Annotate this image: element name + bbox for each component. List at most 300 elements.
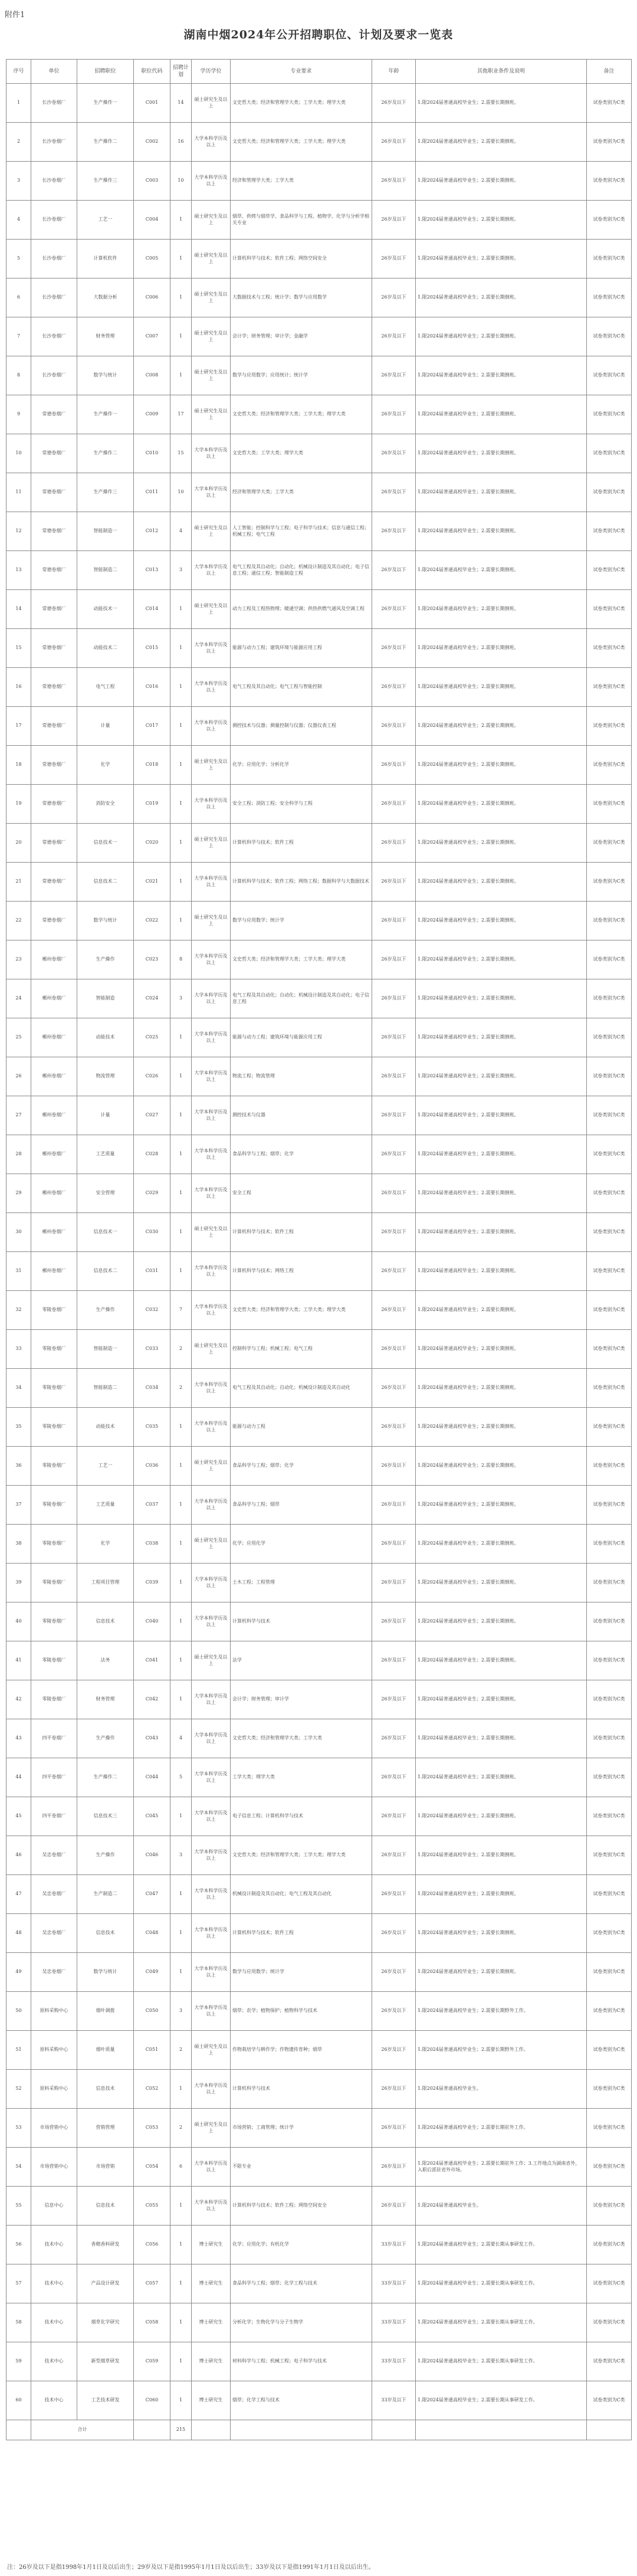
age-cell: 26岁及以下	[372, 1369, 416, 1408]
remark-cell: 试卷类别为C类	[587, 2070, 632, 2109]
age-cell: 26岁及以下	[372, 317, 416, 356]
major-requirement-cell: 化学；应用化学	[231, 1525, 372, 1564]
age-cell: 26岁及以下	[372, 278, 416, 317]
age-cell: 26岁及以下	[372, 2070, 416, 2109]
remark-cell: 试卷类别为C类	[587, 1525, 632, 1564]
unit-cell: 长沙卷烟厂	[31, 84, 77, 123]
education-cell: 博士研究生	[192, 2226, 231, 2264]
position-code-cell: C048	[134, 1914, 170, 1953]
recruitment-table	[6, 59, 632, 2440]
conditions-cell: 1.限2024届普通高校毕业生；2.需要长期野外工作。	[416, 1992, 587, 2031]
row-number-cell: 60	[6, 2381, 31, 2420]
unit-cell: 常德卷烟厂	[31, 668, 77, 707]
table-row	[6, 940, 632, 979]
education-cell: 硕士研究生及以上	[192, 1641, 231, 1680]
remark-cell: 试卷类别为C类	[587, 590, 632, 629]
education-cell: 硕士研究生及以上	[192, 902, 231, 940]
conditions-cell: 1.限2024届普通高校毕业生；2.需要长期倒班。	[416, 162, 587, 201]
age-cell: 26岁及以下	[372, 1291, 416, 1330]
column-header: 备注	[587, 60, 632, 84]
age-cell: 26岁及以下	[372, 824, 416, 863]
remark-cell: 试卷类别为C类	[587, 512, 632, 551]
position-code-cell: C045	[134, 1797, 170, 1836]
remark-cell: 试卷类别为C类	[587, 1018, 632, 1057]
major-requirement-cell: 计算机科学与技术；软件工程	[231, 1914, 372, 1953]
plan-count-cell: 5	[170, 1758, 192, 1797]
attachment-label: 附件1	[5, 11, 25, 19]
row-number-cell: 29	[6, 1174, 31, 1213]
major-requirement-cell: 文史哲大类；经济和管理学大类；工学大类；理学大类	[231, 1291, 372, 1330]
position-code-cell: C030	[134, 1213, 170, 1252]
position-code-cell: C025	[134, 1018, 170, 1057]
major-requirement-cell: 文史哲大类；经济和管理学大类；工学大类；理学大类	[231, 84, 372, 123]
position-cell: 信息技术一	[77, 824, 134, 863]
row-number-cell: 1	[6, 84, 31, 123]
row-number-cell: 6	[6, 278, 31, 317]
education-cell: 硕士研究生及以上	[192, 1447, 231, 1486]
position-cell: 生产操作	[77, 1719, 134, 1758]
plan-count-cell: 3	[170, 1992, 192, 2031]
education-cell: 硕士研究生及以上	[192, 746, 231, 785]
unit-cell: 四平卷烟厂	[31, 1797, 77, 1836]
unit-cell: 信息中心	[31, 2187, 77, 2226]
position-cell: 动能技术二	[77, 629, 134, 668]
education-cell: 大学本科学历及以上	[192, 473, 231, 512]
row-number-cell: 50	[6, 1992, 31, 2031]
row-number-cell: 10	[6, 434, 31, 473]
age-cell: 26岁及以下	[372, 473, 416, 512]
major-requirement-cell: 烟草；农学；植物保护；植物科学与技术	[231, 1992, 372, 2031]
row-number-cell: 34	[6, 1369, 31, 1408]
row-number-cell: 43	[6, 1719, 31, 1758]
major-requirement-cell: 食品科学与工程；烟草；化学	[231, 1135, 372, 1174]
age-cell: 26岁及以下	[372, 1252, 416, 1291]
education-cell: 大学本科学历及以上	[192, 1797, 231, 1836]
major-requirement-cell: 文史哲大类；经济和管理学大类；工学大类	[231, 1719, 372, 1758]
conditions-cell: 1.限2024届普通高校毕业生；2.需要长期倒班。	[416, 1758, 587, 1797]
position-code-cell: C043	[134, 1719, 170, 1758]
education-cell: 大学本科学历及以上	[192, 785, 231, 824]
conditions-cell: 1.限2024届普通高校毕业生；2.需要长期倒班。	[416, 512, 587, 551]
remark-cell: 试卷类别为C类	[587, 356, 632, 395]
plan-count-cell: 8	[170, 940, 192, 979]
plan-count-cell: 2	[170, 2031, 192, 2070]
conditions-cell: 1.限2024届普通高校毕业生；2.需要长期驻外工作；3.工作地点为湖南省外，入职后派驻省外市场。	[416, 2148, 587, 2187]
plan-count-cell: 1	[170, 2226, 192, 2264]
conditions-cell: 1.限2024届普通高校毕业生；2.需要长期倒班。	[416, 1057, 587, 1096]
remark-cell: 试卷类别为C类	[587, 2342, 632, 2381]
row-number-cell: 35	[6, 1408, 31, 1447]
education-cell: 大学本科学历及以上	[192, 1057, 231, 1096]
plan-count-cell: 1	[170, 2264, 192, 2303]
major-requirement-cell: 会计学；财务管理；审计学	[231, 1680, 372, 1719]
row-number-cell: 58	[6, 2303, 31, 2342]
plan-count-cell: 1	[170, 785, 192, 824]
education-cell: 大学本科学历及以上	[192, 1486, 231, 1525]
position-cell: 烟草化学研究	[77, 2303, 134, 2342]
remark-cell: 试卷类别为C类	[587, 2109, 632, 2148]
major-requirement-cell: 食品科学与工程；烟草；化学	[231, 1447, 372, 1486]
remark-cell: 试卷类别为C类	[587, 551, 632, 590]
row-number-cell: 28	[6, 1135, 31, 1174]
position-cell: 生产操作二	[77, 1758, 134, 1797]
conditions-cell: 1.限2024届普通高校毕业生；2.需要长期倒班。	[416, 979, 587, 1018]
remark-cell: 试卷类别为C类	[587, 2187, 632, 2226]
unit-cell: 原料采购中心	[31, 1992, 77, 2031]
major-requirement-cell: 电气工程及其自动化；电气工程与智能控制	[231, 668, 372, 707]
table-row	[6, 1641, 632, 1680]
education-cell: 硕士研究生及以上	[192, 1213, 231, 1252]
conditions-cell: 1.限2024届普通高校毕业生。	[416, 2070, 587, 2109]
row-number-cell: 40	[6, 1602, 31, 1641]
position-code-cell: C058	[134, 2303, 170, 2342]
remark-cell: 试卷类别为C类	[587, 863, 632, 902]
plan-count-cell: 1	[170, 629, 192, 668]
position-code-cell: C007	[134, 317, 170, 356]
conditions-cell: 1.限2024届普通高校毕业生；2.需要长期从事研发工作。	[416, 2342, 587, 2381]
major-requirement-cell: 食品科学与工程；烟草；化学工程与技术	[231, 2264, 372, 2303]
remark-cell: 试卷类别为C类	[587, 395, 632, 434]
row-number-cell: 13	[6, 551, 31, 590]
row-number-cell: 14	[6, 590, 31, 629]
education-cell: 大学本科学历及以上	[192, 1992, 231, 2031]
remark-cell: 试卷类别为C类	[587, 824, 632, 863]
position-cell: 生产操作	[77, 1291, 134, 1330]
row-number-cell: 56	[6, 2226, 31, 2264]
conditions-cell: 1.限2024届普通高校毕业生；2.需要长期倒班。	[416, 395, 587, 434]
row-number-cell: 20	[6, 824, 31, 863]
education-cell: 硕士研究生及以上	[192, 84, 231, 123]
plan-count-cell: 1	[170, 1680, 192, 1719]
conditions-cell: 1.限2024届普通高校毕业生；2.需要长期倒班。	[416, 1719, 587, 1758]
row-number-cell: 42	[6, 1680, 31, 1719]
column-header: 单位	[31, 60, 77, 84]
row-number-cell: 41	[6, 1641, 31, 1680]
age-cell: 26岁及以下	[372, 2109, 416, 2148]
plan-count-cell: 1	[170, 2381, 192, 2420]
remark-cell: 试卷类别为C类	[587, 2031, 632, 2070]
conditions-cell: 1.限2024届普通高校毕业生；2.需要长期倒班。	[416, 1602, 587, 1641]
age-cell: 26岁及以下	[372, 1758, 416, 1797]
position-code-cell: C034	[134, 1369, 170, 1408]
education-cell: 硕士研究生及以上	[192, 2031, 231, 2070]
plan-count-cell: 1	[170, 1486, 192, 1525]
unit-cell: 常德卷烟厂	[31, 707, 77, 746]
remark-cell: 试卷类别为C类	[587, 473, 632, 512]
remark-cell: 试卷类别为C类	[587, 317, 632, 356]
remark-cell: 试卷类别为C类	[587, 1564, 632, 1602]
position-cell: 生产制造二	[77, 1875, 134, 1914]
row-number-cell: 8	[6, 356, 31, 395]
major-requirement-cell: 文史哲大类；经济和管理学大类；工学大类；理学大类	[231, 1836, 372, 1875]
position-code-cell: C060	[134, 2381, 170, 2420]
remark-cell: 试卷类别为C类	[587, 902, 632, 940]
unit-cell: 吴忠卷烟厂	[31, 1836, 77, 1875]
unit-cell: 吴忠卷烟厂	[31, 1953, 77, 1992]
table-row	[6, 356, 632, 395]
plan-count-cell: 4	[170, 1719, 192, 1758]
row-number-cell: 38	[6, 1525, 31, 1564]
position-code-cell: C004	[134, 201, 170, 240]
row-number-cell: 47	[6, 1875, 31, 1914]
position-code-cell: C055	[134, 2187, 170, 2226]
row-number-cell: 31	[6, 1252, 31, 1291]
row-number-cell: 15	[6, 629, 31, 668]
position-code-cell: C042	[134, 1680, 170, 1719]
position-cell: 工程项目管理	[77, 1564, 134, 1602]
education-cell: 硕士研究生及以上	[192, 240, 231, 278]
unit-cell: 常德卷烟厂	[31, 473, 77, 512]
position-code-cell: C057	[134, 2264, 170, 2303]
plan-count-cell: 1	[170, 902, 192, 940]
education-cell: 大学本科学历及以上	[192, 1018, 231, 1057]
row-number-cell: 4	[6, 201, 31, 240]
major-requirement-cell: 动力工程及工程热物理；暖通空调；供热供燃气通风及空调工程	[231, 590, 372, 629]
education-cell: 硕士研究生及以上	[192, 201, 231, 240]
age-cell: 26岁及以下	[372, 785, 416, 824]
position-cell: 财务管理	[77, 1680, 134, 1719]
table-row	[6, 1758, 632, 1797]
position-cell: 安全管理	[77, 1174, 134, 1213]
plan-count-cell: 1	[170, 278, 192, 317]
unit-cell: 长沙卷烟厂	[31, 201, 77, 240]
age-cell: 26岁及以下	[372, 201, 416, 240]
age-cell: 26岁及以下	[372, 1330, 416, 1369]
column-header: 招聘职位	[77, 60, 134, 84]
education-cell: 大学本科学历及以上	[192, 1953, 231, 1992]
table-row	[6, 1525, 632, 1564]
row-number-cell: 26	[6, 1057, 31, 1096]
age-cell: 26岁及以下	[372, 356, 416, 395]
plan-count-cell: 16	[170, 123, 192, 162]
row-number-cell: 44	[6, 1758, 31, 1797]
column-header: 序号	[6, 60, 31, 84]
position-cell: 工艺技术研发	[77, 2381, 134, 2420]
row-number-cell: 9	[6, 395, 31, 434]
table-row	[6, 1680, 632, 1719]
major-requirement-cell: 电气工程及其自动化；自动化；机械设计制造及其自动化；电子信息工程	[231, 979, 372, 1018]
position-cell: 数学与统计	[77, 1953, 134, 1992]
plan-count-cell: 1	[170, 1408, 192, 1447]
position-cell: 营销管理	[77, 2109, 134, 2148]
unit-cell: 常德卷烟厂	[31, 434, 77, 473]
table-row	[6, 1057, 632, 1096]
table-row	[6, 1914, 632, 1953]
unit-cell: 技术中心	[31, 2264, 77, 2303]
unit-cell: 郴州卷烟厂	[31, 1135, 77, 1174]
education-cell: 大学本科学历及以上	[192, 863, 231, 902]
age-cell: 26岁及以下	[372, 1564, 416, 1602]
row-number-cell: 18	[6, 746, 31, 785]
education-cell: 大学本科学历及以上	[192, 1914, 231, 1953]
major-requirement-cell: 市场营销；工商管理；统计学	[231, 2109, 372, 2148]
position-code-cell: C046	[134, 1836, 170, 1875]
education-cell: 硕士研究生及以上	[192, 1525, 231, 1564]
conditions-cell: 1.限2024届普通高校毕业生。	[416, 2187, 587, 2226]
age-cell: 26岁及以下	[372, 551, 416, 590]
conditions-cell: 1.限2024届普通高校毕业生；2.需要长期倒班。	[416, 1641, 587, 1680]
age-cell: 26岁及以下	[372, 123, 416, 162]
position-cell: 信息技术	[77, 1602, 134, 1641]
remark-cell: 试卷类别为C类	[587, 1057, 632, 1096]
education-cell: 硕士研究生及以上	[192, 512, 231, 551]
position-code-cell: C054	[134, 2148, 170, 2187]
conditions-cell: 1.限2024届普通高校毕业生；2.需要长期倒班。	[416, 434, 587, 473]
education-cell: 博士研究生	[192, 2264, 231, 2303]
education-cell: 大学本科学历及以上	[192, 1096, 231, 1135]
unit-cell: 零陵卷烟厂	[31, 1641, 77, 1680]
table-row	[6, 2031, 632, 2070]
conditions-cell: 1.限2024届普通高校毕业生；2.需要长期野外工作。	[416, 2031, 587, 2070]
row-number-cell: 37	[6, 1486, 31, 1525]
remark-cell: 试卷类别为C类	[587, 1213, 632, 1252]
unit-cell: 四平卷烟厂	[31, 1719, 77, 1758]
major-requirement-cell: 安全工程	[231, 1174, 372, 1213]
table-row	[6, 979, 632, 1018]
conditions-cell: 1.限2024届普通高校毕业生；2.需要长期倒班。	[416, 940, 587, 979]
position-cell: 计量	[77, 707, 134, 746]
table-row	[6, 123, 632, 162]
age-cell: 26岁及以下	[372, 1602, 416, 1641]
position-cell: 市场营销	[77, 2148, 134, 2187]
position-code-cell: C047	[134, 1875, 170, 1914]
table-row	[6, 2226, 632, 2264]
age-cell: 26岁及以下	[372, 979, 416, 1018]
table-row	[6, 1875, 632, 1914]
remark-cell: 试卷类别为C类	[587, 123, 632, 162]
remark-cell: 试卷类别为C类	[587, 1408, 632, 1447]
major-requirement-cell: 食品科学与工程；烟草	[231, 1486, 372, 1525]
age-cell: 26岁及以下	[372, 2148, 416, 2187]
conditions-cell: 1.限2024届普通高校毕业生；2.需要长期倒班。	[416, 1096, 587, 1135]
unit-cell: 长沙卷烟厂	[31, 317, 77, 356]
remark-cell: 试卷类别为C类	[587, 2303, 632, 2342]
remark-cell: 试卷类别为C类	[587, 1135, 632, 1174]
remark-cell: 试卷类别为C类	[587, 1486, 632, 1525]
table-row	[6, 395, 632, 434]
position-code-cell: C016	[134, 668, 170, 707]
major-requirement-cell: 电气工程及其自动化；自动化；机械设计制造及其自动化	[231, 1369, 372, 1408]
education-cell: 大学本科学历及以上	[192, 1408, 231, 1447]
major-requirement-cell: 计算机科学与技术；软件工程	[231, 1213, 372, 1252]
position-cell: 生产操作三	[77, 473, 134, 512]
column-header: 职位代码	[134, 60, 170, 84]
table-row	[6, 668, 632, 707]
conditions-cell: 1.限2024届普通高校毕业生；2.需要长期倒班。	[416, 240, 587, 278]
major-requirement-cell: 能源与动力工程；建筑环境与能源应用工程	[231, 629, 372, 668]
column-header: 招聘计划	[170, 60, 192, 84]
conditions-cell: 1.限2024届普通高校毕业生；2.需要长期倒班。	[416, 1408, 587, 1447]
table-row	[6, 84, 632, 123]
table-row	[6, 707, 632, 746]
major-requirement-cell: 计算机科学与技术；网络工程	[231, 1252, 372, 1291]
plan-count-cell: 4	[170, 512, 192, 551]
education-cell: 大学本科学历及以上	[192, 551, 231, 590]
age-cell: 26岁及以下	[372, 746, 416, 785]
row-number-cell: 2	[6, 123, 31, 162]
plan-count-cell: 1	[170, 1914, 192, 1953]
unit-cell: 零陵卷烟厂	[31, 1291, 77, 1330]
plan-count-cell: 1	[170, 1525, 192, 1564]
position-code-cell: C006	[134, 278, 170, 317]
unit-cell: 郴州卷烟厂	[31, 1174, 77, 1213]
unit-cell: 原料采购中心	[31, 2031, 77, 2070]
plan-count-cell: 14	[170, 84, 192, 123]
unit-cell: 常德卷烟厂	[31, 395, 77, 434]
plan-count-cell: 1	[170, 2070, 192, 2109]
unit-cell: 常德卷烟厂	[31, 551, 77, 590]
conditions-cell: 1.限2024届普通高校毕业生；2.需要长期倒班。	[416, 1135, 587, 1174]
position-code-cell: C023	[134, 940, 170, 979]
table-row	[6, 863, 632, 902]
major-requirement-cell: 人工智能；控制科学与工程；电子科学与技术；信息与通信工程；机械工程；电气工程	[231, 512, 372, 551]
table-row	[6, 2303, 632, 2342]
plan-count-cell: 17	[170, 395, 192, 434]
plan-count-cell: 1	[170, 356, 192, 395]
plan-count-cell: 1	[170, 2187, 192, 2226]
remark-cell: 试卷类别为C类	[587, 785, 632, 824]
education-cell: 大学本科学历及以上	[192, 1291, 231, 1330]
unit-cell: 郴州卷烟厂	[31, 940, 77, 979]
position-code-cell: C021	[134, 863, 170, 902]
row-number-cell: 16	[6, 668, 31, 707]
row-number-cell: 23	[6, 940, 31, 979]
remark-cell: 试卷类别为C类	[587, 1602, 632, 1641]
age-cell: 26岁及以下	[372, 1096, 416, 1135]
row-number-cell: 7	[6, 317, 31, 356]
plan-count-cell: 1	[170, 668, 192, 707]
major-requirement-cell: 电子信息工程；计算机科学与技术	[231, 1797, 372, 1836]
conditions-cell: 1.限2024届普通高校毕业生；2.需要长期倒班。	[416, 629, 587, 668]
conditions-cell: 1.限2024届普通高校毕业生；2.需要长期从事研发工作。	[416, 2381, 587, 2420]
remark-cell: 试卷类别为C类	[587, 979, 632, 1018]
remark-cell: 试卷类别为C类	[587, 162, 632, 201]
plan-count-cell: 6	[170, 2148, 192, 2187]
position-cell: 生产操作二	[77, 434, 134, 473]
education-cell: 大学本科学历及以上	[192, 1680, 231, 1719]
age-cell: 26岁及以下	[372, 1408, 416, 1447]
major-requirement-cell: 安全工程；消防工程；安全科学与工程	[231, 785, 372, 824]
education-cell: 大学本科学历及以上	[192, 162, 231, 201]
position-cell: 香精香料研发	[77, 2226, 134, 2264]
position-cell: 产品设计研发	[77, 2264, 134, 2303]
unit-cell: 常德卷烟厂	[31, 629, 77, 668]
education-cell: 硕士研究生及以上	[192, 824, 231, 863]
plan-count-cell: 1	[170, 1602, 192, 1641]
plan-count-cell: 1	[170, 1057, 192, 1096]
row-number-cell: 45	[6, 1797, 31, 1836]
plan-count-cell: 1	[170, 1135, 192, 1174]
position-code-cell: C024	[134, 979, 170, 1018]
row-number-cell: 32	[6, 1291, 31, 1330]
unit-cell: 技术中心	[31, 2381, 77, 2420]
position-cell: 生产操作	[77, 940, 134, 979]
age-cell: 26岁及以下	[372, 434, 416, 473]
row-number-cell: 25	[6, 1018, 31, 1057]
table-row	[6, 2109, 632, 2148]
age-cell: 26岁及以下	[372, 1914, 416, 1953]
position-code-cell: C029	[134, 1174, 170, 1213]
unit-cell: 常德卷烟厂	[31, 746, 77, 785]
total-row	[6, 2420, 632, 2440]
position-code-cell: C039	[134, 1564, 170, 1602]
education-cell: 大学本科学历及以上	[192, 123, 231, 162]
major-requirement-cell: 大数据技术与工程；统计学；数学与应用数学	[231, 278, 372, 317]
unit-cell: 常德卷烟厂	[31, 512, 77, 551]
age-cell: 26岁及以下	[372, 1641, 416, 1680]
table-row	[6, 1369, 632, 1408]
position-cell: 工艺质量	[77, 1135, 134, 1174]
